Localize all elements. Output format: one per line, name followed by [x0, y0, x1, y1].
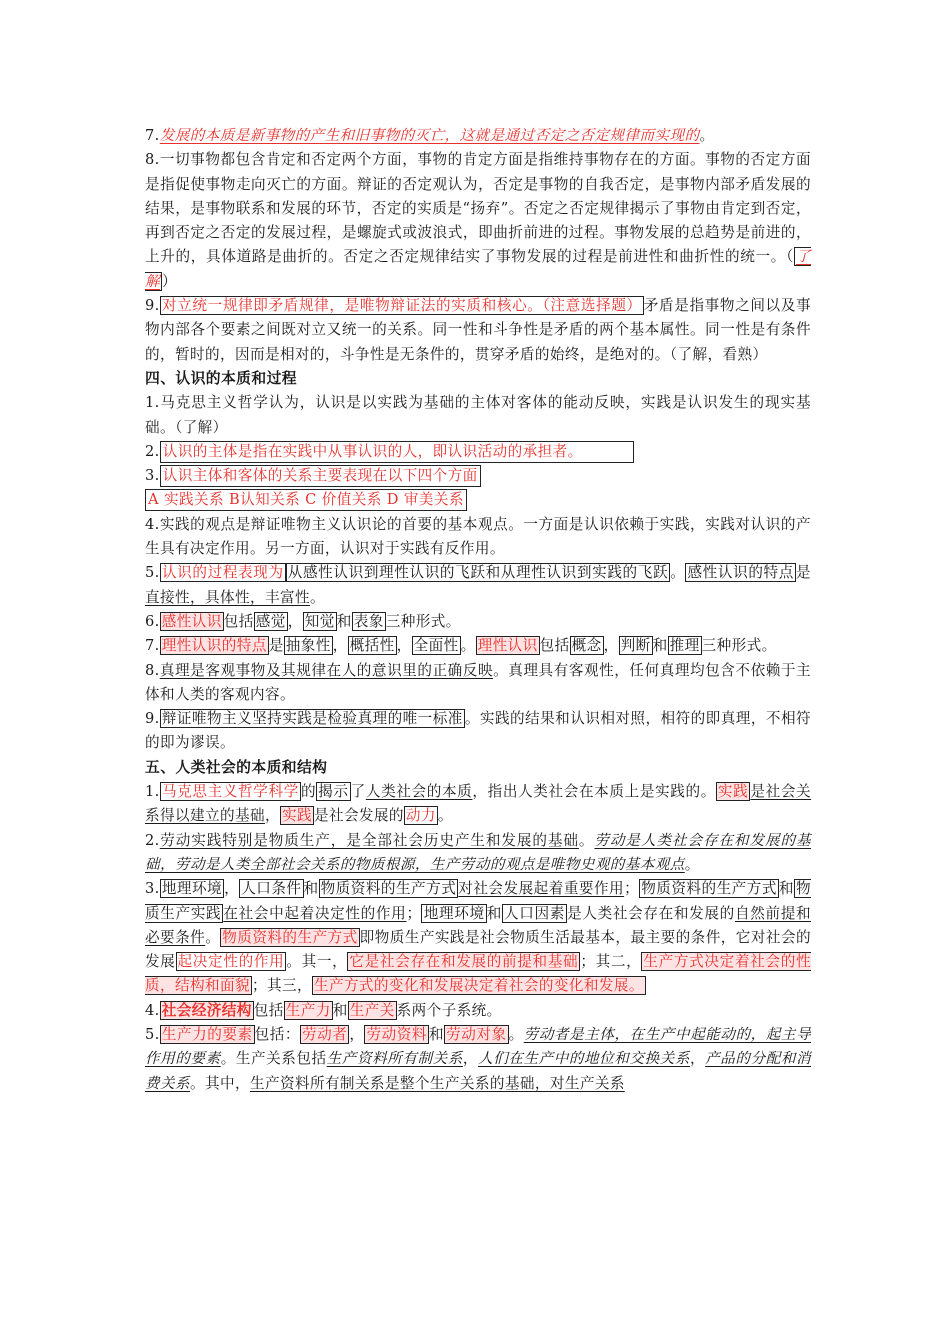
punctuation: ； [406, 904, 422, 922]
s4-item-8 [145, 659, 811, 708]
text: 是人类社会存在和发展的 [567, 904, 735, 922]
s4-item-2 [145, 440, 811, 464]
punctuation: ， [349, 1025, 365, 1043]
boxed-term: 推理 [669, 637, 700, 655]
boxed-term: 劳动对象 [446, 1025, 507, 1043]
paragraph-number: 1. [145, 783, 160, 801]
text: ；其二， [580, 953, 642, 971]
boxed-term: 认识的过程表现为 [161, 564, 284, 582]
boxed-term: 生产关 [349, 1001, 395, 1019]
s4-item-3 [145, 464, 811, 488]
boxed-term: 马克思主义哲学科学 [161, 783, 299, 801]
boxed-term: 感性认识的特点 [687, 564, 794, 582]
text: 。实践的结果和认识相对照，相符的即真理，不相符的即为谬误。 [145, 710, 811, 752]
text: 三种形式。 [701, 637, 777, 655]
paragraph-number: 2. [145, 442, 160, 460]
text: 了 [350, 783, 366, 801]
punctuation: ） [162, 272, 177, 290]
text: 。其一， [286, 953, 348, 971]
italic-underlined-text: 劳动者是主体，在生产中起能动的，起主导作用的要素 [145, 1025, 811, 1068]
boxed-term: 地理环境 [423, 904, 485, 922]
italic-underlined-text: 产品的分配和消费关系 [145, 1050, 811, 1092]
text: 和 [652, 637, 668, 655]
boxed-term: 抽象性 [285, 637, 331, 655]
text: 和 [332, 1001, 348, 1019]
punctuation: 。 [670, 564, 686, 582]
paragraph-text: 矛盾是指事物之间以及事物内部各个要素之间既对立又统一的关系。同一性和斗争性是矛盾的两个基本属性。同一性是有条件的，暂时的，因而是相对的，斗争性是无条件的，贯穿矛盾的始终，是绝对的。（了解，看熟） [145, 297, 811, 363]
paragraph-number: 9. [145, 710, 160, 728]
paragraph-number: 3. [145, 880, 160, 898]
boxed-term: 概括性 [349, 637, 395, 655]
boxed-term: 感性认识 [161, 612, 222, 630]
text: 是社会发展的 [313, 807, 404, 825]
boxed-term: 动力 [405, 807, 436, 825]
paragraph-number: 4. [145, 1001, 160, 1019]
punctuation: 。 [699, 127, 715, 144]
paragraph-number: 8. [145, 661, 160, 679]
boxed-term: 判断 [620, 637, 651, 655]
relation-box: 认识主体和客体的关系主要表现在以下四个方面 [160, 465, 481, 487]
boxed-term: 辩证唯物主义坚持实践是检验真理的唯一标准 [161, 710, 463, 728]
punctuation: ； [624, 880, 640, 898]
section-heading-4: 四、认识的本质和过程 [145, 369, 297, 387]
punctuation: 。 [460, 637, 476, 655]
boxed-term: 感觉 [255, 612, 286, 630]
section-heading-5: 五、人类社会的本质和结构 [145, 758, 328, 776]
highlighted-statement: 发展的本质是新事物的产生和旧事物的灭亡，这就是通过否定之否定规律而实现的 [159, 127, 700, 144]
boxed-term: 概念 [571, 637, 602, 655]
boxed-term: 理性认识 [477, 637, 538, 655]
boxed-term: 生产方式的变化和发展决定着社会的变化和发展。 [313, 977, 644, 995]
s4-item-4: 4.实践的观点是辩证唯物主义认识论的首要的基本观点。一方面是认识依赖于实践，实践对认识的产生具有决定作用。另一方面，认识对于实践有反作用。 [145, 515, 811, 558]
underlined-text: 直接性，具体性，丰富性 [145, 588, 310, 606]
punctuation: ， [287, 612, 303, 630]
text: 的 [300, 783, 317, 801]
boxed-term: 物质生产实践 [145, 880, 811, 922]
paragraph-number: 5. [145, 564, 160, 582]
punctuation: ， [396, 637, 412, 655]
punctuation: 。 [684, 855, 700, 873]
paragraph-number: 5. [145, 1025, 160, 1043]
s4-item-5 [145, 561, 811, 610]
boxed-term: 生产方式决定着社会的性质，结构和面貌 [145, 953, 811, 995]
underlined-text: 真理是客观事物及其规律在人的意识里的正确反映 [159, 661, 494, 679]
paragraph-9 [145, 294, 811, 367]
boxed-term: 起决定性的作用 [177, 953, 285, 971]
italic-underlined-text: 生产资料所有制关系 [326, 1050, 463, 1068]
boxed-term: 从感性认识到理性认识的飞跃和从理性认识到实践的飞跃 [287, 564, 669, 582]
s4-item-6 [145, 610, 811, 634]
text: 和 [303, 880, 319, 898]
boxed-term: 它是社会存在和发展的前提和基础 [349, 953, 579, 971]
boxed-term: 理性认识的特点 [161, 637, 267, 655]
boxed-term: 物质资料的生产方式 [641, 880, 777, 898]
boxed-term: 生产力的要素 [161, 1025, 253, 1043]
page-content [145, 124, 811, 1096]
text: 三种形式。 [385, 612, 461, 630]
s5-item-1 [145, 780, 811, 829]
text: 包括 [223, 612, 254, 630]
text: 和 [336, 612, 352, 630]
punctuation: ， [690, 1050, 706, 1068]
note-understand: 了解 [145, 248, 811, 290]
s4-item-9 [145, 707, 811, 756]
italic-underlined-text: 劳动是人类社会存在和发展的基础，劳动是人类全部社会关系的物质根源，生产劳动的观点是唯物史观的基本观点 [145, 831, 811, 873]
paragraph-number: 9. [145, 297, 160, 315]
paragraph-number: 6. [145, 612, 160, 630]
underlined-text: 自然前提和必要条件 [145, 904, 811, 946]
key-statement-box: 对立统一规律即矛盾规律，是唯物辩证法的实质和核心。（注意选择题） [161, 297, 642, 315]
boxed-term: 物质资料的生产方式 [320, 880, 457, 898]
punctuation: ， [332, 637, 348, 655]
punctuation: ， [462, 1050, 479, 1068]
text: 。其中， [189, 1074, 250, 1092]
punctuation: ， [224, 880, 240, 898]
text: 。真理具有客观性，任何真理均包含不依赖于主体和人类的客观内容。 [145, 661, 811, 703]
underlined-text: 生产资料所有制关系是整个生产关系的基础，对生产关系 [249, 1074, 625, 1092]
underlined-text: 劳动实践特别是物质生产，是全部社会历史产生和发展的基础 [159, 831, 579, 849]
text: 包括 [539, 637, 570, 655]
underlined-text: 人类社会的本质 [365, 783, 473, 801]
text: 和 [778, 880, 794, 898]
s4-item-1: 1.马克思主义哲学认为，认识是以实践为基础的主体对客体的能动反映，实践是认识发生的现实基础。（了解） [145, 394, 811, 436]
text: 是 [268, 637, 284, 655]
options-box: A 实践关系 B认知关系 C 价值关系 D 审美关系 [145, 489, 467, 511]
boxed-term: 人口条件 [241, 880, 302, 898]
s5-item-2 [145, 829, 811, 878]
italic-underlined-text: 人们在生产中的地位和交换关系 [478, 1050, 690, 1068]
punctuation: ， [603, 637, 619, 655]
boxed-term: 社会经济结构 [161, 1001, 252, 1019]
boxed-term: 表象 [353, 612, 384, 630]
text: 是 [796, 564, 811, 582]
boxed-term: 知觉 [304, 612, 335, 630]
boxed-term: 实践 [281, 807, 312, 825]
s4-item-3-options [145, 488, 811, 512]
text: 和 [428, 1025, 445, 1043]
text: 系两个子系统。 [396, 1001, 502, 1019]
paragraph-number: 2. [145, 831, 160, 849]
paragraph-text: 8.一切事物都包含肯定和否定两个方面，事物的肯定方面是指维持事物存在的方面。事物的否定方面是指促使事物走向灭亡的方面。辩证的否定观认为，否定是事物的自我否定，是事物内部矛盾发展的结果，是事物联系和发展的环节，否定的实质是“扬弃”。否定之否定规律揭示了事物由肯定到否定，再到否定之否定的发展过程，是螺旋式或波浪式，即曲折前进的过程。事物发展的总趋势是前进的，上升的，具体道路是曲折的。否定之否定规律结实了事物发展的过程是前进性和曲折性的统一。（ [145, 151, 811, 266]
boxed-term: 劳动资料 [366, 1025, 427, 1043]
underlined-text: 是社会关系得以建立的基础 [145, 783, 812, 825]
boxed-term: 全面性 [413, 637, 459, 655]
paragraph-number: 7. [145, 637, 160, 655]
s5-item-5 [145, 1023, 811, 1096]
paragraph-number: 3. [145, 467, 160, 485]
text: ，指出人类社会在本质上是实践的。 [472, 783, 716, 801]
boxed-term: 揭示 [318, 783, 349, 801]
punctuation: ， [264, 807, 280, 825]
text: 包括 [253, 1001, 284, 1019]
punctuation: 。 [578, 831, 595, 849]
boxed-term: 生产力 [285, 1001, 331, 1019]
boxed-term: 物质资料的生产方式 [222, 928, 358, 946]
boxed-term: 实践 [717, 783, 749, 801]
punctuation: 。 [205, 928, 221, 946]
text: 即物质生产实践是社会物质生活最基本，最主要的条件，它对社会的发展 [145, 928, 811, 971]
paragraph-number: 7. [145, 127, 160, 144]
punctuation: 。 [309, 588, 325, 606]
text: 。生产关系包括 [220, 1050, 327, 1068]
s5-item-4 [145, 999, 811, 1023]
text: ；其三， [251, 977, 312, 995]
definition-box: 认识的主体是指在实践中从事认识的人，即认识活动的承担者。 [160, 441, 634, 463]
boxed-term: 劳动者 [301, 1025, 348, 1043]
text: 包括： [254, 1025, 300, 1043]
boxed-term: 人口因素 [504, 904, 566, 922]
paragraph-7 [145, 124, 811, 148]
punctuation: 。 [508, 1025, 524, 1043]
s4-item-7 [145, 634, 811, 658]
s5-item-3 [145, 877, 811, 998]
underlined-text: 对社会发展起着重要作用 [458, 880, 625, 898]
text: 和 [486, 904, 503, 922]
paragraph-8 [145, 148, 811, 294]
underlined-text: 在社会中起着决定性的作用 [223, 904, 407, 922]
boxed-term: 地理环境 [161, 880, 223, 898]
punctuation: 。 [437, 807, 453, 825]
